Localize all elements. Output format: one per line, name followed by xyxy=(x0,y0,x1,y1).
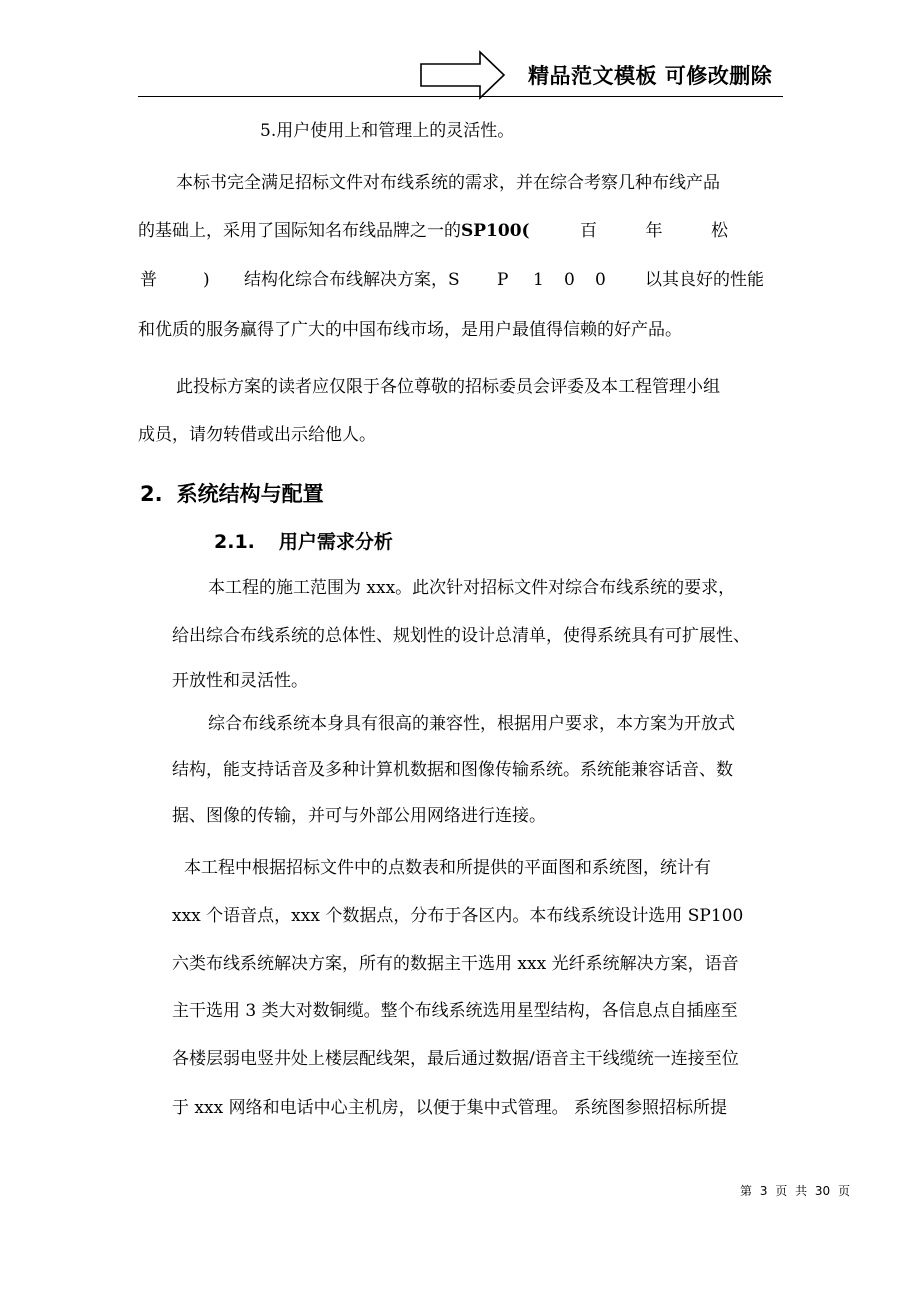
section-heading-2-1 xyxy=(214,527,393,554)
section-number: 2. xyxy=(140,482,163,506)
paragraph-text: 的基础上，采用了国际知名布线品牌之一的 xyxy=(138,221,461,241)
list-item-5: 5.用户使用上和管理上的灵活性。 xyxy=(260,121,515,141)
section-title: 系统结构与配置 xyxy=(176,482,324,506)
paragraph-line: 本工程的施工范围为 xxx。此次针对招标文件对综合布线系统的要求， xyxy=(208,578,736,598)
paragraph-line: 开放性和灵活性。 xyxy=(172,671,308,691)
char: ) xyxy=(203,270,210,290)
brand-name: SP100( xyxy=(461,221,530,241)
paragraph-line: 主干选用 3 类大对数铜缆。整个布线系统选用星型结构，各信息点自插座至 xyxy=(172,1001,738,1021)
paragraph-line: 据、图像的传输，并可与外部公用网络进行连接。 xyxy=(172,806,546,826)
header-title: 精品范文模板 可修改删除 xyxy=(528,64,773,88)
paragraph-line: 六类布线系统解决方案，所有的数据主干选用 xxx 光纤系统解决方案，语音 xyxy=(172,954,739,974)
paragraph-line: 综合布线系统本身具有很高的兼容性，根据用户要求，本方案为开放式 xyxy=(208,714,735,734)
char: 年 xyxy=(645,221,663,241)
section-heading-2 xyxy=(140,478,324,508)
paragraph-line: 本工程中根据招标文件中的点数表和所提供的平面图和系统图，统计有 xyxy=(184,858,711,878)
char: 松 xyxy=(711,221,728,241)
paragraph-line: 结构，能支持话音及多种计算机数据和图像传输系统。系统能兼容话音、数 xyxy=(172,760,733,780)
section-title: 用户需求分析 xyxy=(278,531,393,553)
paragraph-text: 以其良好的性能 xyxy=(645,270,764,290)
paragraph-line: xxx 个语音点，xxx 个数据点，分布于各区内。本布线系统设计选用 SP100 xyxy=(172,906,744,926)
char: P xyxy=(497,270,509,290)
header-arrow-icon xyxy=(420,50,506,100)
paragraph-line: 给出综合布线系统的总体性、规划性的设计总清单，使得系统具有可扩展性、 xyxy=(172,626,750,646)
spaced-text xyxy=(580,219,728,243)
paragraph-line: 本标书完全满足招标文件对布线系统的需求，并在综合考察几种布线产品 xyxy=(176,173,720,193)
char: 百 xyxy=(580,221,597,241)
paragraph-line: 成员，请勿转借或出示给他人。 xyxy=(138,425,376,445)
char: 0 xyxy=(564,270,575,290)
paragraph-text: 结构化综合布线解决方案，S xyxy=(244,270,460,290)
header-rule xyxy=(138,96,783,97)
section-number: 2.1. xyxy=(214,531,255,553)
paragraph-line: 各楼层弱电竖井处上楼层配线架，最后通过数据/语音主干线缆统一连接至位 xyxy=(172,1049,739,1069)
char: 1 xyxy=(533,270,544,290)
paragraph-line: 和优质的服务赢得了广大的中国布线市场，是用户最值得信赖的好产品。 xyxy=(138,320,682,340)
char: 普 xyxy=(140,270,157,290)
paragraph-line xyxy=(138,219,530,243)
paragraph-line: 于 xxx 网络和电话中心主机房，以便于集中式管理。 系统图参照招标所提 xyxy=(172,1098,727,1118)
char: 0 xyxy=(595,270,606,290)
paragraph-line: 此投标方案的读者应仅限于各位尊敬的招标委员会评委及本工程管理小组 xyxy=(176,377,720,397)
page-number: 第 3 页 共 30 页 xyxy=(740,1184,850,1198)
